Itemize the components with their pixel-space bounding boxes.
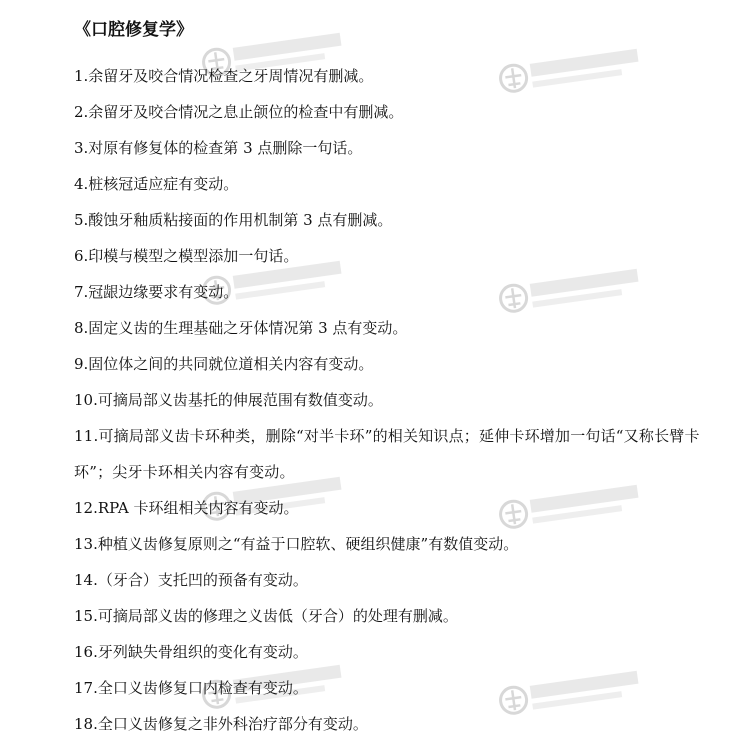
document-title: 《口腔修复学》 [74,20,193,40]
list-item: 16.牙列缺失骨组织的变化有变动。 [74,643,308,661]
list-item: 15.可摘局部义齿的修理之义齿低（牙合）的处理有删减。 [74,607,458,625]
list-item: 10.可摘局部义齿基托的伸展范围有数值变动。 [74,391,383,409]
list-item: 2.余留牙及咬合情况之息止颌位的检查中有删减。 [74,103,404,121]
list-item: 4.桩核冠适应症有变动。 [74,175,239,193]
list-item: 14.（牙合）支托凹的预备有变动。 [74,571,308,589]
list-item: 18.全口义齿修复之非外科治疗部分有变动。 [74,715,368,733]
list-item: 1.余留牙及咬合情况检查之牙周情况有删减。 [74,67,374,85]
list-item: 13.种植义齿修复原则之“有益于口腔软、硬组织健康”有数值变动。 [74,535,519,553]
list-item: 7.冠龈边缘要求有变动。 [74,283,239,301]
change-list [74,58,714,742]
list-item: 8.固定义齿的生理基础之牙体情况第 3 点有变动。 [74,319,408,337]
list-item: 3.对原有修复体的检查第 3 点删除一句话。 [74,139,363,157]
list-item: 9.固位体之间的共同就位道相关内容有变动。 [74,355,374,373]
list-item: 11.可摘局部义齿卡环种类，删除“对半卡环”的相关知识点；延伸卡环增加一句话“又称长臂卡环”；尖牙卡环相关内容有变动。 [74,427,700,481]
list-item: 17.全口义齿修复口内检查有变动。 [74,679,308,697]
list-item: 6.印模与模型之模型添加一句话。 [74,247,299,265]
list-item: 12.RPA 卡环组相关内容有变动。 [74,499,299,517]
list-item: 5.酸蚀牙釉质粘接面的作用机制第 3 点有删减。 [74,211,393,229]
